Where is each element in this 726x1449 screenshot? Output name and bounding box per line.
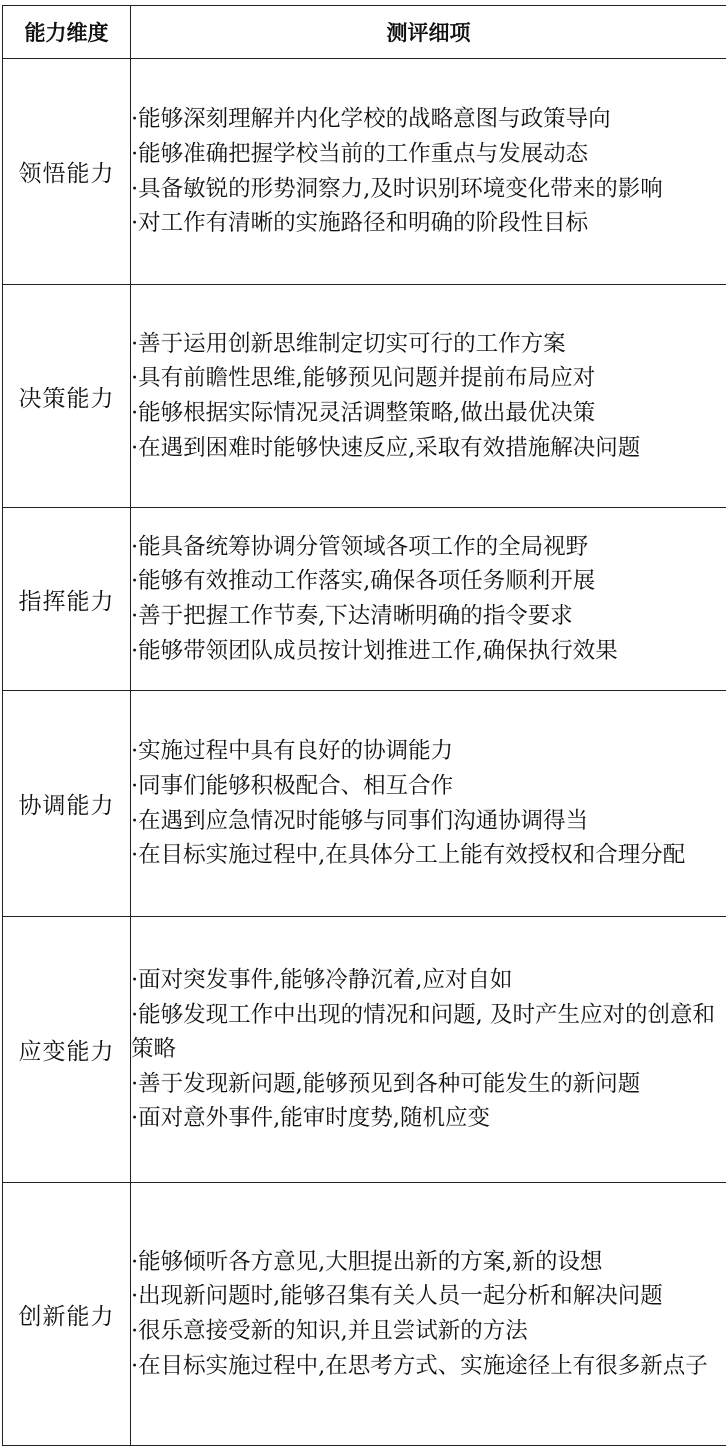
items-cell [131,917,726,1183]
list-item: ·具有前瞻性思维,能够预见问题并提前布局应对 [131,365,596,392]
table-row [3,508,726,691]
dimension-cell: 应变能力 [3,917,131,1183]
list-item: ·善于发现新问题,能够预见到各种可能发生的新问题 [131,1070,641,1097]
header-dimension: 能力维度 [3,6,131,59]
list-item: ·善于把握工作节奏,下达清晰明确的指令要求 [131,603,573,629]
list-item: ·能具备统筹协调分管领域各项工作的全局视野 [131,533,589,560]
table-header-row [3,6,726,59]
list-item: ·能够倾听各方意见,大胆提出新的方案,新的设想 [131,1248,603,1275]
dimension-cell: 创新能力 [3,1183,131,1446]
items-cell [131,1183,726,1446]
table-row [3,1183,726,1446]
items-cell [131,691,726,917]
list-item: ·能够有效推动工作落实,确保各项任务顺利开展 [131,568,596,595]
list-item: ·在目标实施过程中,在思考方式、实施途径上有很多新点子 [131,1352,708,1379]
dimension-cell: 指挥能力 [3,508,131,691]
dimension-cell: 协调能力 [3,691,131,917]
header-items: 测评细项 [131,6,726,59]
dimension-cell: 决策能力 [3,285,131,508]
table-row [3,691,726,917]
table-row [3,917,726,1183]
list-item: ·能够准确把握学校当前的工作重点与发展动态 [131,140,589,167]
list-item: ·能够根据实际情况灵活调整策略,做出最优决策 [131,400,596,426]
ability-assessment-table [2,5,726,1446]
items-cell [131,59,726,285]
list-item: ·实施过程中具有良好的协调能力 [131,738,454,765]
list-item: ·能够发现工作中出现的情况和问题, 及时产生应对的创意和策略 [131,1001,715,1063]
list-item: ·出现新问题时,能够召集有关人员一起分析和解决问题 [131,1283,663,1310]
items-cell [131,508,726,691]
list-item: ·能够深刻理解并内化学校的战略意图与政策导向 [131,106,611,133]
list-item: ·在遇到应急情况时能够与同事们沟通协调得当 [131,807,589,834]
items-cell [131,285,726,508]
table-row [3,285,726,508]
list-item: ·面对意外事件,能审时度势,随机应变 [131,1105,490,1132]
list-item: ·很乐意接受新的知识,并且尝试新的方法 [131,1318,528,1344]
list-item: ·对工作有清晰的实施路径和明确的阶段性目标 [131,210,589,237]
list-item: ·在目标实施过程中,在具体分工上能有效授权和合理分配 [131,842,686,869]
list-item: ·善于运用创新思维制定切实可行的工作方案 [131,330,566,357]
list-item: ·同事们能够积极配合、相互合作 [131,772,454,799]
list-item: ·具备敏锐的形势洞察力,及时识别环境变化带来的影响 [131,175,663,202]
list-item: ·在遇到困难时能够快速反应,采取有效措施解决问题 [131,434,641,461]
list-item: ·能够带领团队成员按计划推进工作,确保执行效果 [131,637,618,664]
table-row [3,59,726,285]
dimension-cell: 领悟能力 [3,59,131,285]
list-item: ·面对突发事件,能够冷静沉着,应对自如 [131,967,513,994]
